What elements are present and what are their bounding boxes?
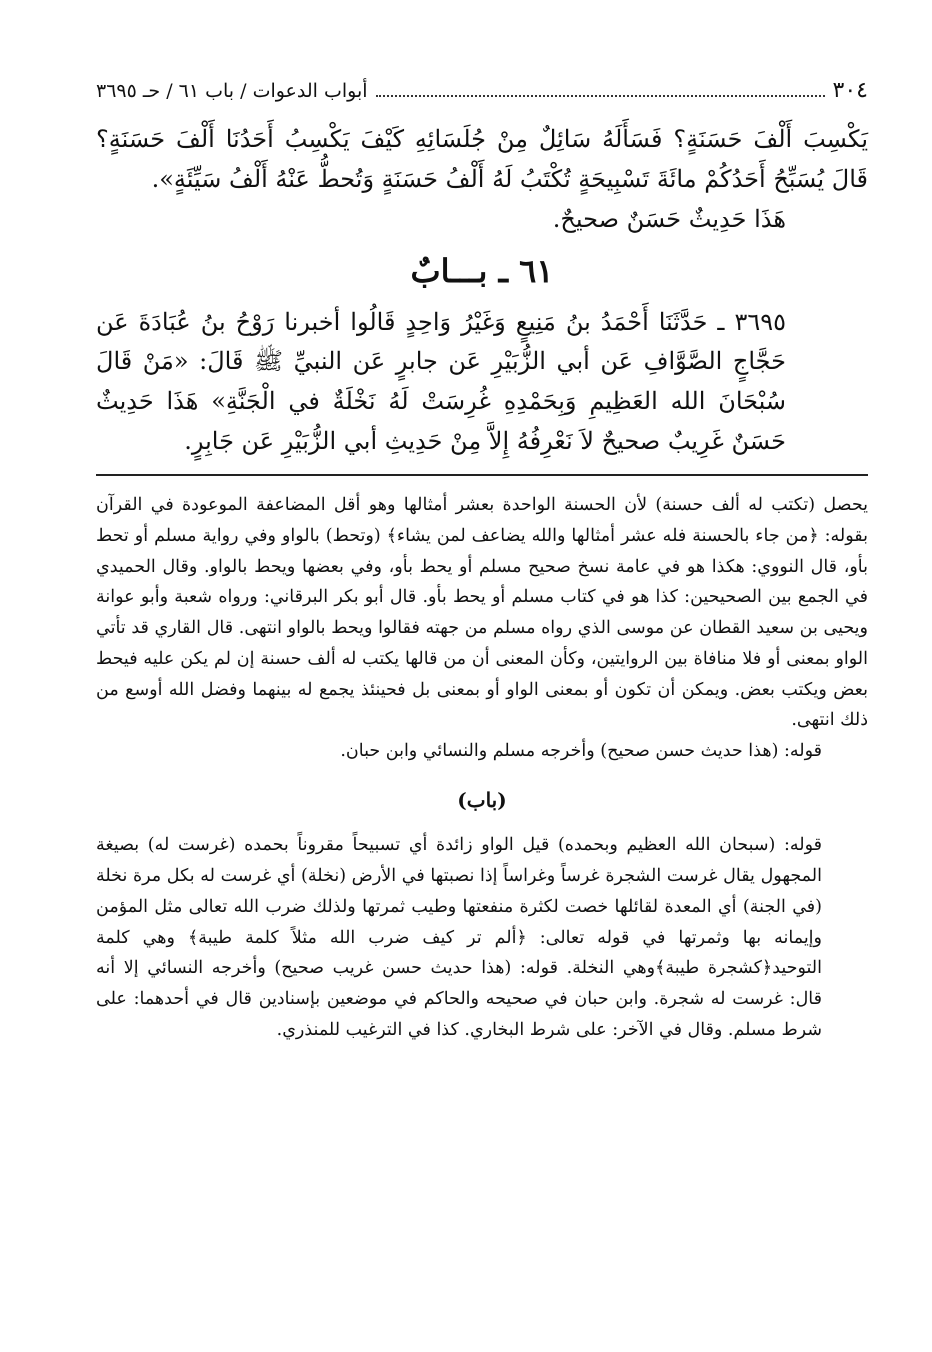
main-paragraph-1: يَكْسِبَ أَلْفَ حَسَنَةٍ؟ فَسَأَلَهُ سَائِلٌ مِنْ جُلَسَائِهِ كَيْفَ يَكْسِبُ أَحَدُنَا أَلْفَ حَسَنَةٍ؟ قَالَ يُسَبِّحُ أَحَدُكُمْ مائَةَ تَسْبِيحَةٍ تُكْتَبُ لَهُ أَلْفُ حَسَنَةٍ وَتُحطُّ عَنْهُ أَلْفُ سَيِّئَةٍ». [96, 125, 868, 193]
commentary-paragraph-3: قوله: (سبحان الله العظيم وبحمده) قيل الواو زائدة أي تسبيحاً مقروناً بحمده (غرست له) بصيغة المجهول يقال غرست الشجرة غرساً وغراساً إذا نصبتها في الأرض (نخلة) أي غرست له بكل مرة نخلة (في الجنة) أي المعدة لقائلها خصت لكثرة منفعتها وطيب ثمرتها ولذلك ضرب الله تعالى مثل المؤمن وإيمانه بها وثمرتها في قوله تعالى: ﴿ألم تر كيف ضرب الله مثلاً كلمة طيبة﴾ وهي كلمة التوحيد﴿كشجرة طيبة﴾وهي النخلة. قوله: (هذا حديث حسن غريب صحيح) وأخرجه النسائي إلا أنه قال: غرست له شجرة. وابن حبان في صحيحه والحاكم في موضعين بإسنادين قال في أحدهما: على شرط مسلم. وقال في الآخر: على شرط البخاري. كذا في الترغيب للمنذري. [96, 835, 822, 1041]
commentary-paragraph-2: قوله: (هذا حديث حسن صحيح) وأخرجه مسلم والنسائي وابن حبان. [340, 741, 822, 762]
page-number: ٣٠٤ [832, 78, 868, 103]
header-title: أبواب الدعوات / باب ٦١ / حـ ٣٦٩٥ [96, 80, 368, 102]
commentary-chapter-title: (باب) [457, 788, 507, 813]
main-paragraph-2: هَذَا حَدِيثٌ حَسَنٌ صحيحٌ. [552, 204, 786, 233]
main-text [96, 120, 868, 462]
commentary-paragraph-1: يحصل (تكتب له ألف حسنة) لأن الحسنة الواحدة بعشر أمثالها وهو أقل المضاعفة الموعودة في القرآن بقوله: ﴿من جاء بالحسنة فله عشر أمثالها والله يضاعف لمن يشاء﴾ (وتحط) بالواو وفي رواية مسلم أو تحط بأو، قال النووي: هكذا هو في عامة نسخ صحيح مسلم أو يحط بأو، وفي بعضها ويحط بالواو. وقال الحميدي في الجمع بين الصحيحين: كذا هو في كتاب مسلم أو يحط بأو. قال أبو بكر البرقاني: ورواه شعبة وأبو عوانة ويحيى بن سعيد القطان عن موسى الذي رواه مسلم من جهته فقالوا ويحط بالواو انتهى. قال القاري قد تأتي الواو بمعنى أو فلا منافاة بين الروايتين، وكأن المعنى أن من قالها يكتب له ألف حسنة إن لم يكن عليه فيحط بعض ويكتب بعض. ويمكن أن تكون أو بمعنى الواو أو بمعنى بل فحينئذ يجمع له بينهما وفضل الله أوسع من ذلك انتهى. [96, 494, 868, 731]
header-dotted-leader [376, 85, 825, 97]
footnote-divider [96, 474, 868, 476]
chapter-title: ٦١ ـ بـــابٌ [410, 252, 554, 291]
main-paragraph-3: ٣٦٩٥ ـ حَدَّثَنَا أَحْمَدُ بنُ مَنِيعٍ وَغَيْرُ وَاحِدٍ قَالُوا أخبرنا رَوْحُ بنُ عُبَادَةَ عَن حَجَّاجٍ الصَّوَّافِ عَن أبي الزُّبَيْرِ عَن جابرٍ عَن النبيِّ ﷺ قَالَ: «مَنْ قَالَ سُبْحَانَ الله العَظِيمِ وَبِحَمْدِهِ غُرِسَتْ لَهُ نَخْلَةٌ في الْجَنَّةِ» هَذَا حَدِيثٌ حَسَنٌ غَرِيبٌ صحيحٌ لاَ نَعْرِفُهُ إِلاَّ مِنْ حَدِيثِ أبي الزُّبَيْرِ عَن جَابِرٍ. [96, 307, 786, 456]
running-header [96, 78, 868, 108]
page [96, 78, 868, 1046]
commentary [96, 490, 868, 1046]
